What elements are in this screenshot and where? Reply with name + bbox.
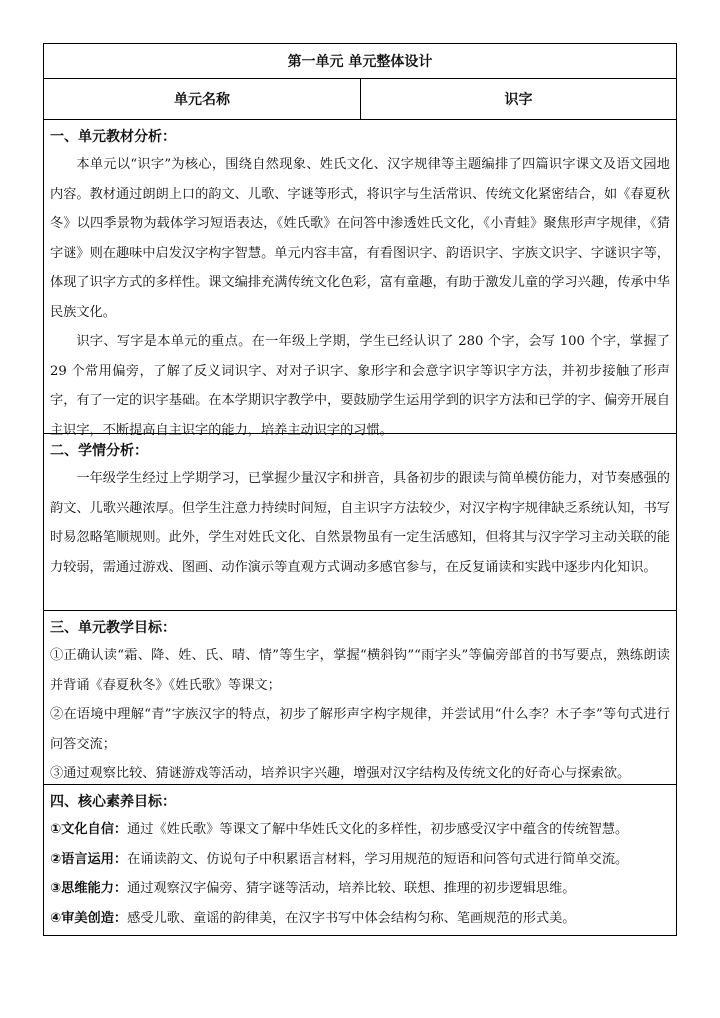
- section-learner-analysis: [44, 434, 676, 611]
- paragraph: 一年级学生经过上学期学习，已掌握少量汉字和拼音，具备初步的跟读与简单模仿能力，对节奏感强的韵文、儿歌兴趣浓厚。但学生注意力持续时间短，自主识字方法较少，对汉字构字规律缺乏系统认知，书写时易忽略笔顺规则。此外，学生对姓氏文化、自然景物虽有一定生活感知，但将其与汉字学习主动关联的能力较弱，需通过游戏、图画、动作演示等直观方式调动多感官参与，在反复诵读和实践中逐步内化知识。: [50, 471, 670, 575]
- literacy-label: ①文化自信：: [50, 822, 128, 837]
- paragraph: 本单元以“识字”为核心，围绕自然现象、姓氏文化、汉字规律等主题编排了四篇识字课文及语文园地内容。教材通过朗朗上口的韵文、儿歌、字谜等形式，将识字与生活常识、传统文化紧密结合，如《春夏秋冬》以四季景物为载体学习短语表达，《姓氏歌》在问答中渗透姓氏文化，《小青蛙》聚焦形声字规律，《猜字谜》则在趣味中启发汉字构字智慧。单元内容丰富，有看图识字、韵语识字、字族文识字、字谜识字等，体现了识字方式的多样性。课文编排充满传统文化色彩，富有童趣，有助于激发儿童的学习兴趣，传承中华民族文化。: [50, 157, 670, 320]
- section-heading: 四、核心素养目标：: [50, 794, 176, 810]
- literacy-text: 通过观察汉字偏旁、猜字谜等活动，培养比较、联想、推理的初步逻辑思维。: [127, 881, 576, 896]
- literacy-text: 在诵读韵文、仿说句子中积累语言材料，学习用规范的短语和问答句式进行简单交流。: [127, 851, 629, 867]
- literacy-text: 通过《姓氏歌》等课文了解中华姓氏文化的多样性，初步感受汉字中蕴含的传统智慧。: [127, 822, 629, 837]
- literacy-label: ②语言运用：: [50, 851, 128, 867]
- section-heading: 二、学情分析：: [50, 443, 148, 459]
- goal-item: ①正确认读“霜、降、姓、氏、晴、情”等生字，掌握“横斜钩”“雨字头”等偏旁部首的书写要点，熟练朗读并背诵《春夏秋冬》《姓氏歌》等课文；: [50, 648, 670, 693]
- paragraph: 识字、写字是本单元的重点。在一年级上学期，学生已经认识了 280 个字，会写 100 个字，掌握了 29 个常用偏旁，了解了反义词识字、对对子识字、象形字和会意字识字等识字方法，并初步接触了形声字，有了一定的识字基础。在本学期识字教学中，要鼓励学生运用学到的识字方法和已学的字、偏旁开展自主识字，不断提高自主识字的能力，培养主动识字的习惯。: [50, 334, 670, 438]
- literacy-text: 感受儿歌、童谣的韵律美，在汉字书写中体会结构匀称、笔画规范的形式美。: [127, 910, 576, 926]
- page-title: 第一单元 单元整体设计: [287, 54, 433, 70]
- literacy-item: [50, 904, 670, 934]
- goal-item: ②在语境中理解“青”字族汉字的特点，初步了解形声字构字规律，并尝试用“什么李？木子李”等句式进行问答交流；: [50, 707, 670, 752]
- table-title-row: [44, 44, 676, 79]
- literacy-item: [50, 845, 670, 875]
- section-textbook-analysis: [44, 120, 676, 438]
- literacy-label: ③思维能力：: [50, 881, 128, 896]
- unit-name-value: 识字: [504, 92, 533, 108]
- section-heading: 一、单元教材分析：: [50, 129, 176, 145]
- section-core-literacy-goals: [44, 785, 676, 935]
- literacy-item: [50, 874, 670, 904]
- literacy-label: ④审美创造：: [50, 910, 128, 926]
- section-teaching-goals: [44, 611, 676, 785]
- section-heading: 三、单元教学目标：: [50, 620, 176, 636]
- unit-name-row: [44, 79, 676, 120]
- literacy-item: [50, 815, 670, 845]
- goal-item: ③通过观察比较、猜谜游戏等活动，培养识字兴趣，增强对汉字结构及传统文化的好奇心与探索欲。: [50, 766, 631, 781]
- unit-design-table: [43, 43, 677, 936]
- unit-name-label: 单元名称: [44, 79, 361, 119]
